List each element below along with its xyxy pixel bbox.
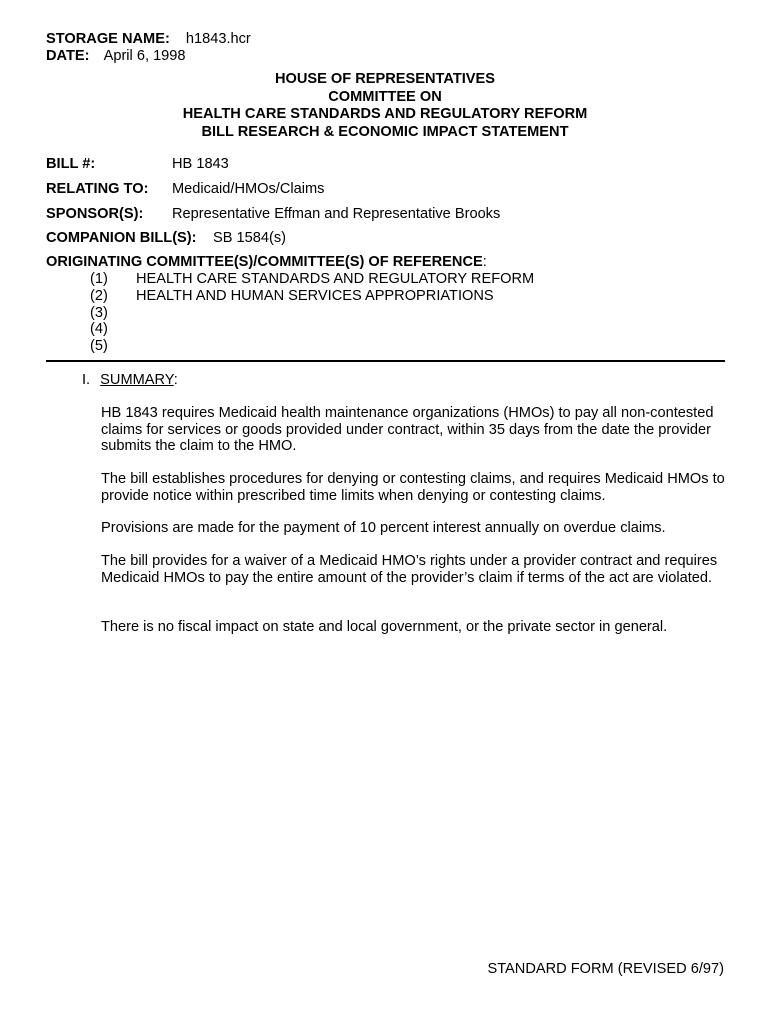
bill-number-label: BILL # [46,156,91,172]
bill-number-field: BILL #: HB 1843 [46,156,229,172]
storage-name-label: STORAGE NAME [46,31,165,47]
form-revision-footer: STANDARD FORM (REVISED 6/97) [487,961,724,977]
committee-item: (1) HEALTH CARE STANDARDS AND REGULATORY REFORM [90,271,535,287]
committees-heading: ORIGINATING COMMITTEE(S)/COMMITTEE(S) OF REFERENCE: [46,254,487,270]
committee-item: (3) [90,304,108,321]
companion-bills-label: COMPANION BILL(S) [46,230,192,246]
section-numeral: I. [82,372,91,388]
relating-to-field: RELATING TO: Medicaid/HMOs/Claims [46,181,325,197]
committee-item: (4) [90,321,108,338]
title-line-2: COMMITTEE ON [328,88,442,105]
companion-bills-field: COMPANION BILL(S): SB 1584(s) [46,230,287,246]
title-line-1: HOUSE OF REPRESENTATIVES [274,71,496,87]
summary-paragraph: The bill provides for a waiver of a Medicaid HMO’s rights under a provider contract and requires Medicaid HMOs to pay the entire amount of the provider’s claim if terms of the act are violated. [101,553,718,586]
companion-bills-value: SB 1584(s) [213,230,287,246]
sponsors-label: SPONSOR(S) [46,206,139,222]
relating-to-label: RELATING TO [46,181,144,197]
date-value: April 6, 1998 [103,48,186,64]
summary-paragraph: There is no fiscal impact on state and local government, or the private sector in general. [101,619,668,635]
sponsors-value: Representative Effman and Representative Brooks [172,206,501,222]
committee-item: (5) [90,338,108,355]
summary-paragraph: HB 1843 requires Medicaid health maintenance organizations (HMOs) to pay all non-contested claims for services or goods provided under contract, within 35 days from the date the provider submits the claim to the HMO. [101,405,714,454]
committee-list [90,271,534,355]
sponsors-field: SPONSOR(S): Representative Effman and Representative Brooks [46,206,501,222]
date-line: DATE: April 6, 1998 [46,48,186,64]
storage-name-line: STORAGE NAME: h1843.hcr [46,31,251,47]
bill-number-value: HB 1843 [172,156,229,172]
summary-paragraph: Provisions are made for the payment of 10 percent interest annually on overdue claims. [101,520,666,536]
summary-heading: I. SUMMARY: [82,372,178,388]
committee-item: (2) HEALTH AND HUMAN SERVICES APPROPRIATIONS [90,287,494,304]
date-label: DATE [46,48,85,64]
summary-paragraph: The bill establishes procedures for denying or contesting claims, and requires Medicaid HMOs to provide notice within prescribed time limits when denying or contesting claims. [101,471,725,504]
storage-name-value: h1843.hcr [185,31,251,47]
title-line-3: HEALTH CARE STANDARDS AND REGULATORY REFORM [182,106,588,122]
section-divider [46,360,725,362]
summary-title: SUMMARY [100,372,174,388]
title-line-4: BILL RESEARCH & ECONOMIC IMPACT STATEMENT [201,123,569,140]
relating-to-value: Medicaid/HMOs/Claims [172,181,325,197]
document-title [0,71,770,141]
